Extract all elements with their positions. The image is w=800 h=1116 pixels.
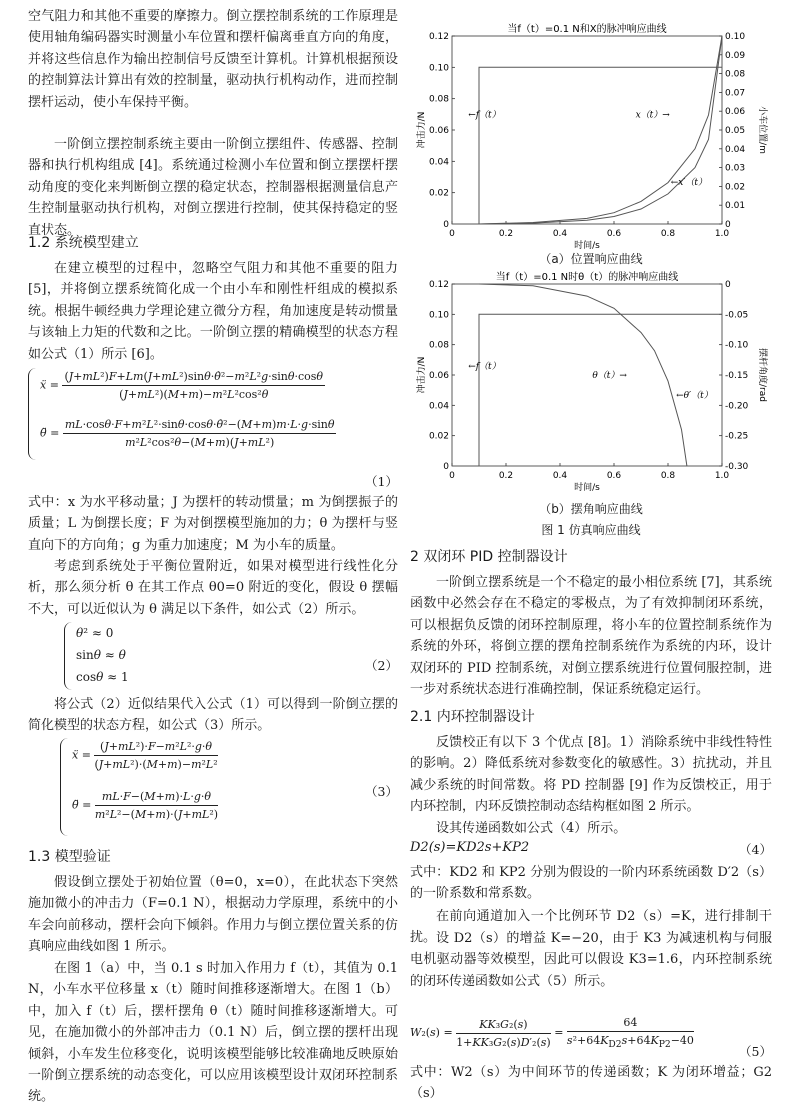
section-heading-1-3: 1.3 模型验证 (28, 849, 111, 865)
plot-frame (452, 284, 722, 466)
equation-2-number: （2） (365, 658, 398, 673)
paragraph: 设其传递函数如公式（4）所示。 (436, 821, 627, 836)
x-tick-label: 0.6 (606, 229, 622, 239)
x-tick-label: 1.0 (714, 229, 730, 239)
equation-4: D2(s)=KD2s+KP2 (410, 840, 530, 855)
y2-tick-label: 0.07 (725, 88, 746, 99)
y2-tick-label: 0.04 (725, 144, 746, 155)
annotation: ←f（t） (468, 110, 501, 121)
paragraph: 设 D2（s）的增益 K=−20，由于 K3 为减速机构与伺服电机驱动器等效模型，因此可以假设 K3=1.6，内环控制系统的闭环传递函数如公式（5）所示。 (410, 931, 772, 989)
x-tick-label: 0 (449, 229, 455, 239)
y2-axis-label: 小车位置/m (757, 106, 767, 154)
paragraph: 考虑到系统处于平衡位置附近，如果对模型进行线性化分析，那么须分析 θ 在其工作点 θ0=0 附近的变化，假设 θ 摆幅不大，可以近似认为 θ 满足以下条件，如公式（2）所示。 (28, 559, 398, 617)
y-tick-label: 0.12 (428, 280, 449, 290)
y-tick-label: 0.08 (428, 340, 449, 351)
y-tick-label: 0.08 (428, 94, 449, 105)
paragraph: 式中：W2（s）为中间环节的传递函数；K 为闭环增益；G2（s） (410, 1065, 772, 1102)
y2-tick-label: 0.05 (725, 126, 746, 136)
paragraph: 式中：KD2 和 KP2 分别为假设的一阶内环系统函数 D′2（s）的一阶系数和常系数。 (410, 865, 772, 902)
series-line (479, 284, 687, 466)
x-tick-label: 0.2 (498, 471, 514, 481)
y-tick-label: 0.04 (428, 157, 449, 168)
annotation: x（t）→ (635, 110, 670, 121)
y2-tick-label: -0.25 (725, 431, 749, 442)
x-tick-label: 1.0 (714, 471, 730, 481)
y2-tick-label: 0.06 (725, 107, 746, 118)
section-heading-1-2: 1.2 系统模型建立 (28, 235, 139, 251)
y-tick-label: 0.04 (428, 401, 449, 412)
figure-1b-chart (410, 264, 772, 500)
equation-3-number: （3） (365, 784, 398, 799)
y2-tick-label: -0.20 (725, 401, 749, 412)
y-tick-label: 0.10 (428, 310, 449, 321)
equation-2: θ² ≈ 0 sinθ ≈ θ cosθ ≈ 1 (64, 622, 144, 690)
x-tick-label: 0.8 (660, 471, 676, 481)
y2-tick-label: 0.01 (725, 201, 746, 212)
equation-1-line-1: ẍ = $\frac{\text{(J+mL²)F+Lm(J+mL²)sinθ·θ̇²−m²L²g·sinθ·cosθ}}{\text{(J+mL²)(M+m)−m²L²cos²θ}}$ (40, 370, 324, 401)
y2-tick-label: 0 (725, 220, 731, 230)
chart-title: 当f（t）=0.1 N时θ（t）的脉冲响应曲线 (495, 272, 679, 283)
x-axis-label: 时间/s (574, 483, 600, 493)
paragraph: 空气阻力和其他不重要的摩擦力。倒立摆控制系统的工作原理是使用轴角编码器实时测量小车位置和摆杆偏离垂直方向的角度，并将这些信息作为输出控制信号反馈至计算机。计算机根据预设的控制算法计算出有效的控制量，驱动执行机构动作，进而控制摆杆运动，使小车保持平衡。 (28, 9, 398, 110)
paragraph: 在建立模型的过程中，忽略空气阻力和其他不重要的阻力 [5]，并将倒立摆系统简化成一个由小车和刚性杆组成的模拟系统。根据牛顿经典力学理论建立微分方程，角加速度是转动惯量与该轴上力矩的代数和之比。一阶倒立摆的精确模型的状态方程如公式（1）所示 [6]。 (28, 261, 398, 362)
y2-tick-label: -0.30 (725, 462, 749, 472)
paragraph: 在前向通道加入一个比例环节 D2（s）=K，进行排制干扰。 (410, 909, 772, 946)
y2-tick-label: 0.08 (725, 69, 746, 80)
equation-3: ẍ = $\frac{\text{(J+mL²)·F−m²L²·g·θ}}{\text{(J+mL²)·(M+m)−m²L²}}$ θ̈ = $\frac{mL\cdot F-(M+m)\cdot L\cdot g\cdot\theta}{\text{m²L²−(M+m)·(J+mL²)}}$ (60, 738, 280, 836)
y-tick-label: 0.06 (428, 371, 449, 381)
y2-tick-label: -0.15 (725, 371, 749, 381)
x-tick-label: 0.6 (606, 471, 622, 481)
x-tick-label: 0.4 (552, 471, 568, 481)
y2-tick-label: -0.10 (725, 340, 749, 351)
x-tick-label: 0.2 (498, 229, 514, 239)
y-tick-label: 0.12 (428, 32, 449, 42)
series-line (479, 36, 722, 224)
figure-1a-caption: （a）位置响应曲线 (539, 252, 643, 266)
plot-frame (452, 36, 722, 224)
annotation: ←θ′（t） (676, 390, 713, 401)
section-heading-2: 2 双闭环 PID 控制器设计 (410, 549, 568, 565)
figure-1a-chart (410, 0, 772, 250)
y2-tick-label: 0.09 (725, 50, 746, 61)
y2-axis-label: 摆杆角度/rad (757, 348, 767, 402)
series-line (452, 67, 722, 224)
annotation: ←x′（t） (670, 177, 707, 188)
series-line (479, 36, 722, 224)
figure-1b-caption: （b）摆角响应曲线 (539, 502, 643, 516)
x-tick-label: 0.4 (552, 229, 568, 239)
y2-tick-label: 0 (725, 280, 731, 290)
equation-1 (28, 368, 398, 463)
paragraph: 一阶倒立摆控制系统主要由一阶倒立摆组件、传感器、控制器和执行机构组成 [4]。系统通过检测小车位置和倒立摆摆杆摆动角度的变化来判断倒立摆的稳定状态，控制器根据测量信息产生控制量驱动执行机构，对倒立摆进行控制，使其保持稳定的竖直状态。 (28, 137, 398, 238)
y-tick-label: 0 (443, 462, 449, 472)
x-tick-label: 0.8 (660, 229, 676, 239)
equation-5: W₂(s) = $\frac{\text{KK₃G₂(s)}}{\text{1+KK₃G₂(s)D′₂(s)}}$ = $\frac{64}{s^2+64K_{D2}s+64K_{P2}-40}$ (410, 1016, 694, 1051)
x-axis-label: 时间/s (574, 241, 600, 250)
y-tick-label: 0 (443, 220, 449, 230)
paragraph: 式中：x 为水平移动量；J 为摆杆的转动惯量；m 为倒摆振子的质量；L 为倒摆长度；F 为对倒摆模型施加的力；θ 为摆杆与竖直向下的方向角；g 为重力加速度；M 为小车的质量。 (28, 495, 398, 553)
paragraph: 反馈校正有以下 3 个优点 [8]。1）消除系统中非线性特性的影响。2）降低系统对参数变化的敏感性。3）抗扰动，并且减少系统的时间常数。将 PD 控制器 [9] 作为反馈校正，用于内环控制，内环反馈控制动态结构框如图 2 所示。 (410, 735, 772, 815)
paragraph: 假设倒立摆处于初始位置（θ=0，x=0），在此状态下突然施加微小的冲击力（F=0.1 N），根据动力学原理，系统中的小车会向前移动，摆杆会向下倾斜。作用力与倒立摆位置关系的仿真响应曲线如图 1 所示。 (28, 875, 398, 955)
equation-1-line-2: θ̈ = $\frac{\text{mL·cosθ·F+m²L²·sinθ·cosθ·θ̇²−(M+m)m·L·g·sinθ}}{\text{m²L²cos²θ−(M+m)(J+mL²)}}$ (40, 418, 335, 449)
annotation: ←f（t） (468, 361, 501, 372)
chart-title: 当f（t）=0.1 N和X的脉冲响应曲线 (507, 24, 667, 35)
y-axis-label: 冲击力/N (417, 356, 427, 394)
annotation: θ（t）→ (592, 371, 627, 382)
equation-5-number: （5） (739, 1044, 772, 1059)
paragraph: 一阶倒立摆系统是一个不稳定的最小相位系统 [7]，其系统函数中必然会存在不稳定的零极点，为了有效抑制闭环系统，可以根据负反馈的闭环控制原理，将小车的位置控制系统作为系统的外环，将倒立摆的摆角控制系统作为系统的内环，设计双闭环的 PID 控制系统，对倒立摆系统进行位置伺服控制，进一步对系统状态进行准确控制，保证系统稳定运行。 (410, 575, 772, 698)
y-tick-label: 0.02 (428, 188, 449, 199)
paragraph: 将公式（2）近似结果代入公式（1）可以得到一阶倒立摆的简化模型的状态方程，如公式（3）所示。 (28, 697, 398, 734)
y-axis-label: 冲击力/N (417, 111, 427, 149)
y2-tick-label: 0.03 (725, 163, 746, 174)
equation-1-number: （1） (365, 474, 398, 489)
y2-tick-label: 0.02 (725, 182, 746, 193)
y2-tick-label: -0.05 (725, 310, 749, 321)
figure-1-caption: 图 1 仿真响应曲线 (541, 523, 641, 537)
paragraph: 在图 1（a）中，当 0.1 s 时加入作用力 f（t），其值为 0.1 N，小车水平位移量 x（t）随时间推移逐渐增大。在图 1（b）中，加入 f（t）后，摆杆摆角 θ（t）随时间推移逐渐增大。可见，在施加微小的外部冲击力（0.1 N）后，倒立摆的摆杆出现倾斜，小车发生位移变化，说明该模型能够比较准确地反映原始一阶倒立摆系统的动态变化，可以应用该模型设计双闭环控制系统。 (28, 961, 398, 1105)
y-tick-label: 0.10 (428, 63, 449, 74)
section-heading-2-1: 2.1 内环控制器设计 (410, 709, 535, 725)
y2-tick-label: 0.10 (725, 32, 746, 42)
y-tick-label: 0.02 (428, 431, 449, 442)
x-tick-label: 0 (449, 471, 455, 481)
equation-4-number: （4） (739, 842, 772, 857)
y-tick-label: 0.06 (428, 126, 449, 136)
